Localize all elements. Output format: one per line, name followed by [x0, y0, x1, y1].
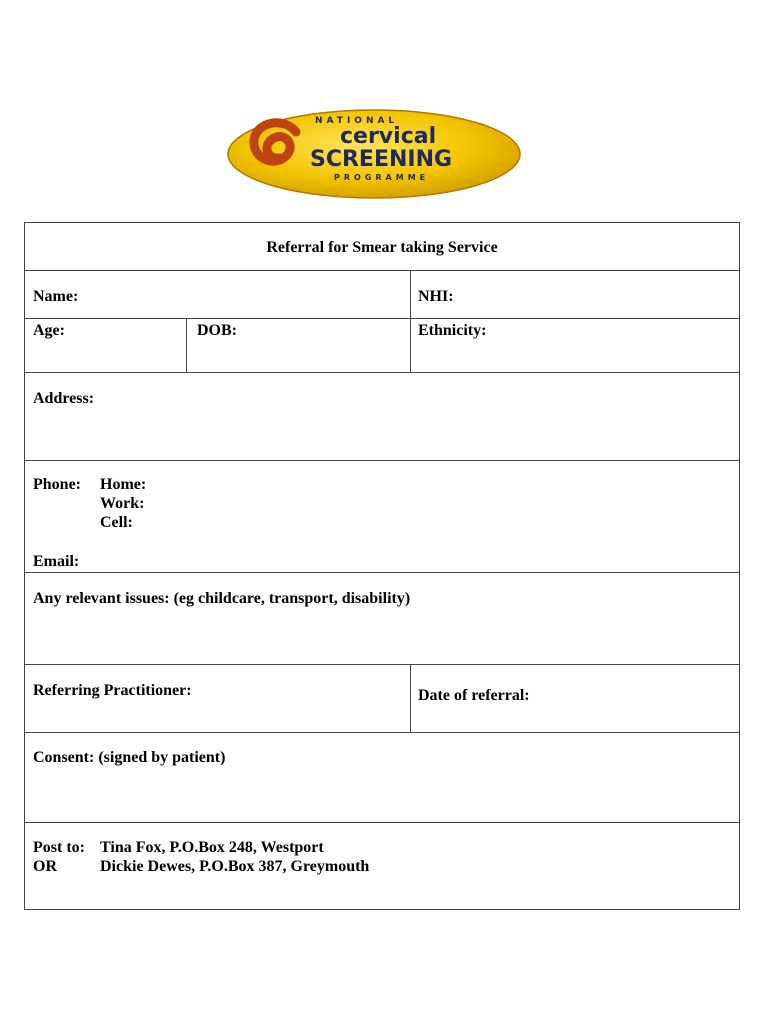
- referral-form: [24, 222, 740, 910]
- consent-row[interactable]: [25, 733, 739, 823]
- logo-line1: NATIONAL: [315, 116, 399, 126]
- or-label: OR: [33, 858, 57, 875]
- ethnicity-cell[interactable]: [410, 319, 739, 372]
- nhi-cell[interactable]: [410, 271, 739, 318]
- issues-row[interactable]: [25, 573, 739, 665]
- age-row: [25, 319, 739, 373]
- ncsp-logo: [222, 100, 522, 204]
- form-title: Referral for Smear taking Service: [266, 239, 498, 256]
- date-label: Date of referral:: [418, 687, 530, 704]
- consent-label: Consent: (signed by patient): [33, 749, 226, 766]
- name-label: Name:: [33, 288, 79, 305]
- post-to-label: Post to:: [33, 839, 85, 856]
- address-row[interactable]: [25, 373, 739, 461]
- name-row: [25, 271, 739, 319]
- post-to-address-2: Dickie Dewes, P.O.Box 387, Greymouth: [100, 858, 370, 875]
- title-row: [25, 223, 739, 271]
- age-cell[interactable]: [25, 319, 186, 372]
- post-to-row: [25, 823, 739, 909]
- dob-cell[interactable]: [186, 319, 410, 372]
- address-label: Address:: [33, 390, 95, 407]
- age-label: Age:: [33, 322, 65, 339]
- practitioner-cell[interactable]: [25, 665, 410, 732]
- name-cell[interactable]: [25, 271, 410, 318]
- date-cell[interactable]: [410, 665, 739, 732]
- dob-label: DOB:: [197, 322, 237, 339]
- logo-line3: SCREENING: [310, 147, 453, 172]
- cell-label: Cell:: [100, 514, 133, 531]
- logo-line4: PROGRAMME: [334, 173, 430, 182]
- phone-label: Phone:: [33, 476, 81, 493]
- post-to-address-1: Tina Fox, P.O.Box 248, Westport: [100, 839, 324, 856]
- practitioner-label: Referring Practitioner:: [33, 682, 192, 699]
- nhi-label: NHI:: [418, 288, 454, 305]
- work-label: Work:: [100, 495, 145, 512]
- email-label: Email:: [33, 553, 80, 570]
- phone-row[interactable]: [25, 461, 739, 573]
- home-label: Home:: [100, 476, 147, 493]
- ethnicity-label: Ethnicity:: [418, 322, 487, 339]
- practitioner-row: [25, 665, 739, 733]
- issues-label: Any relevant issues: (eg childcare, transport, disability): [33, 590, 411, 607]
- logo-line2: cervical: [340, 124, 437, 149]
